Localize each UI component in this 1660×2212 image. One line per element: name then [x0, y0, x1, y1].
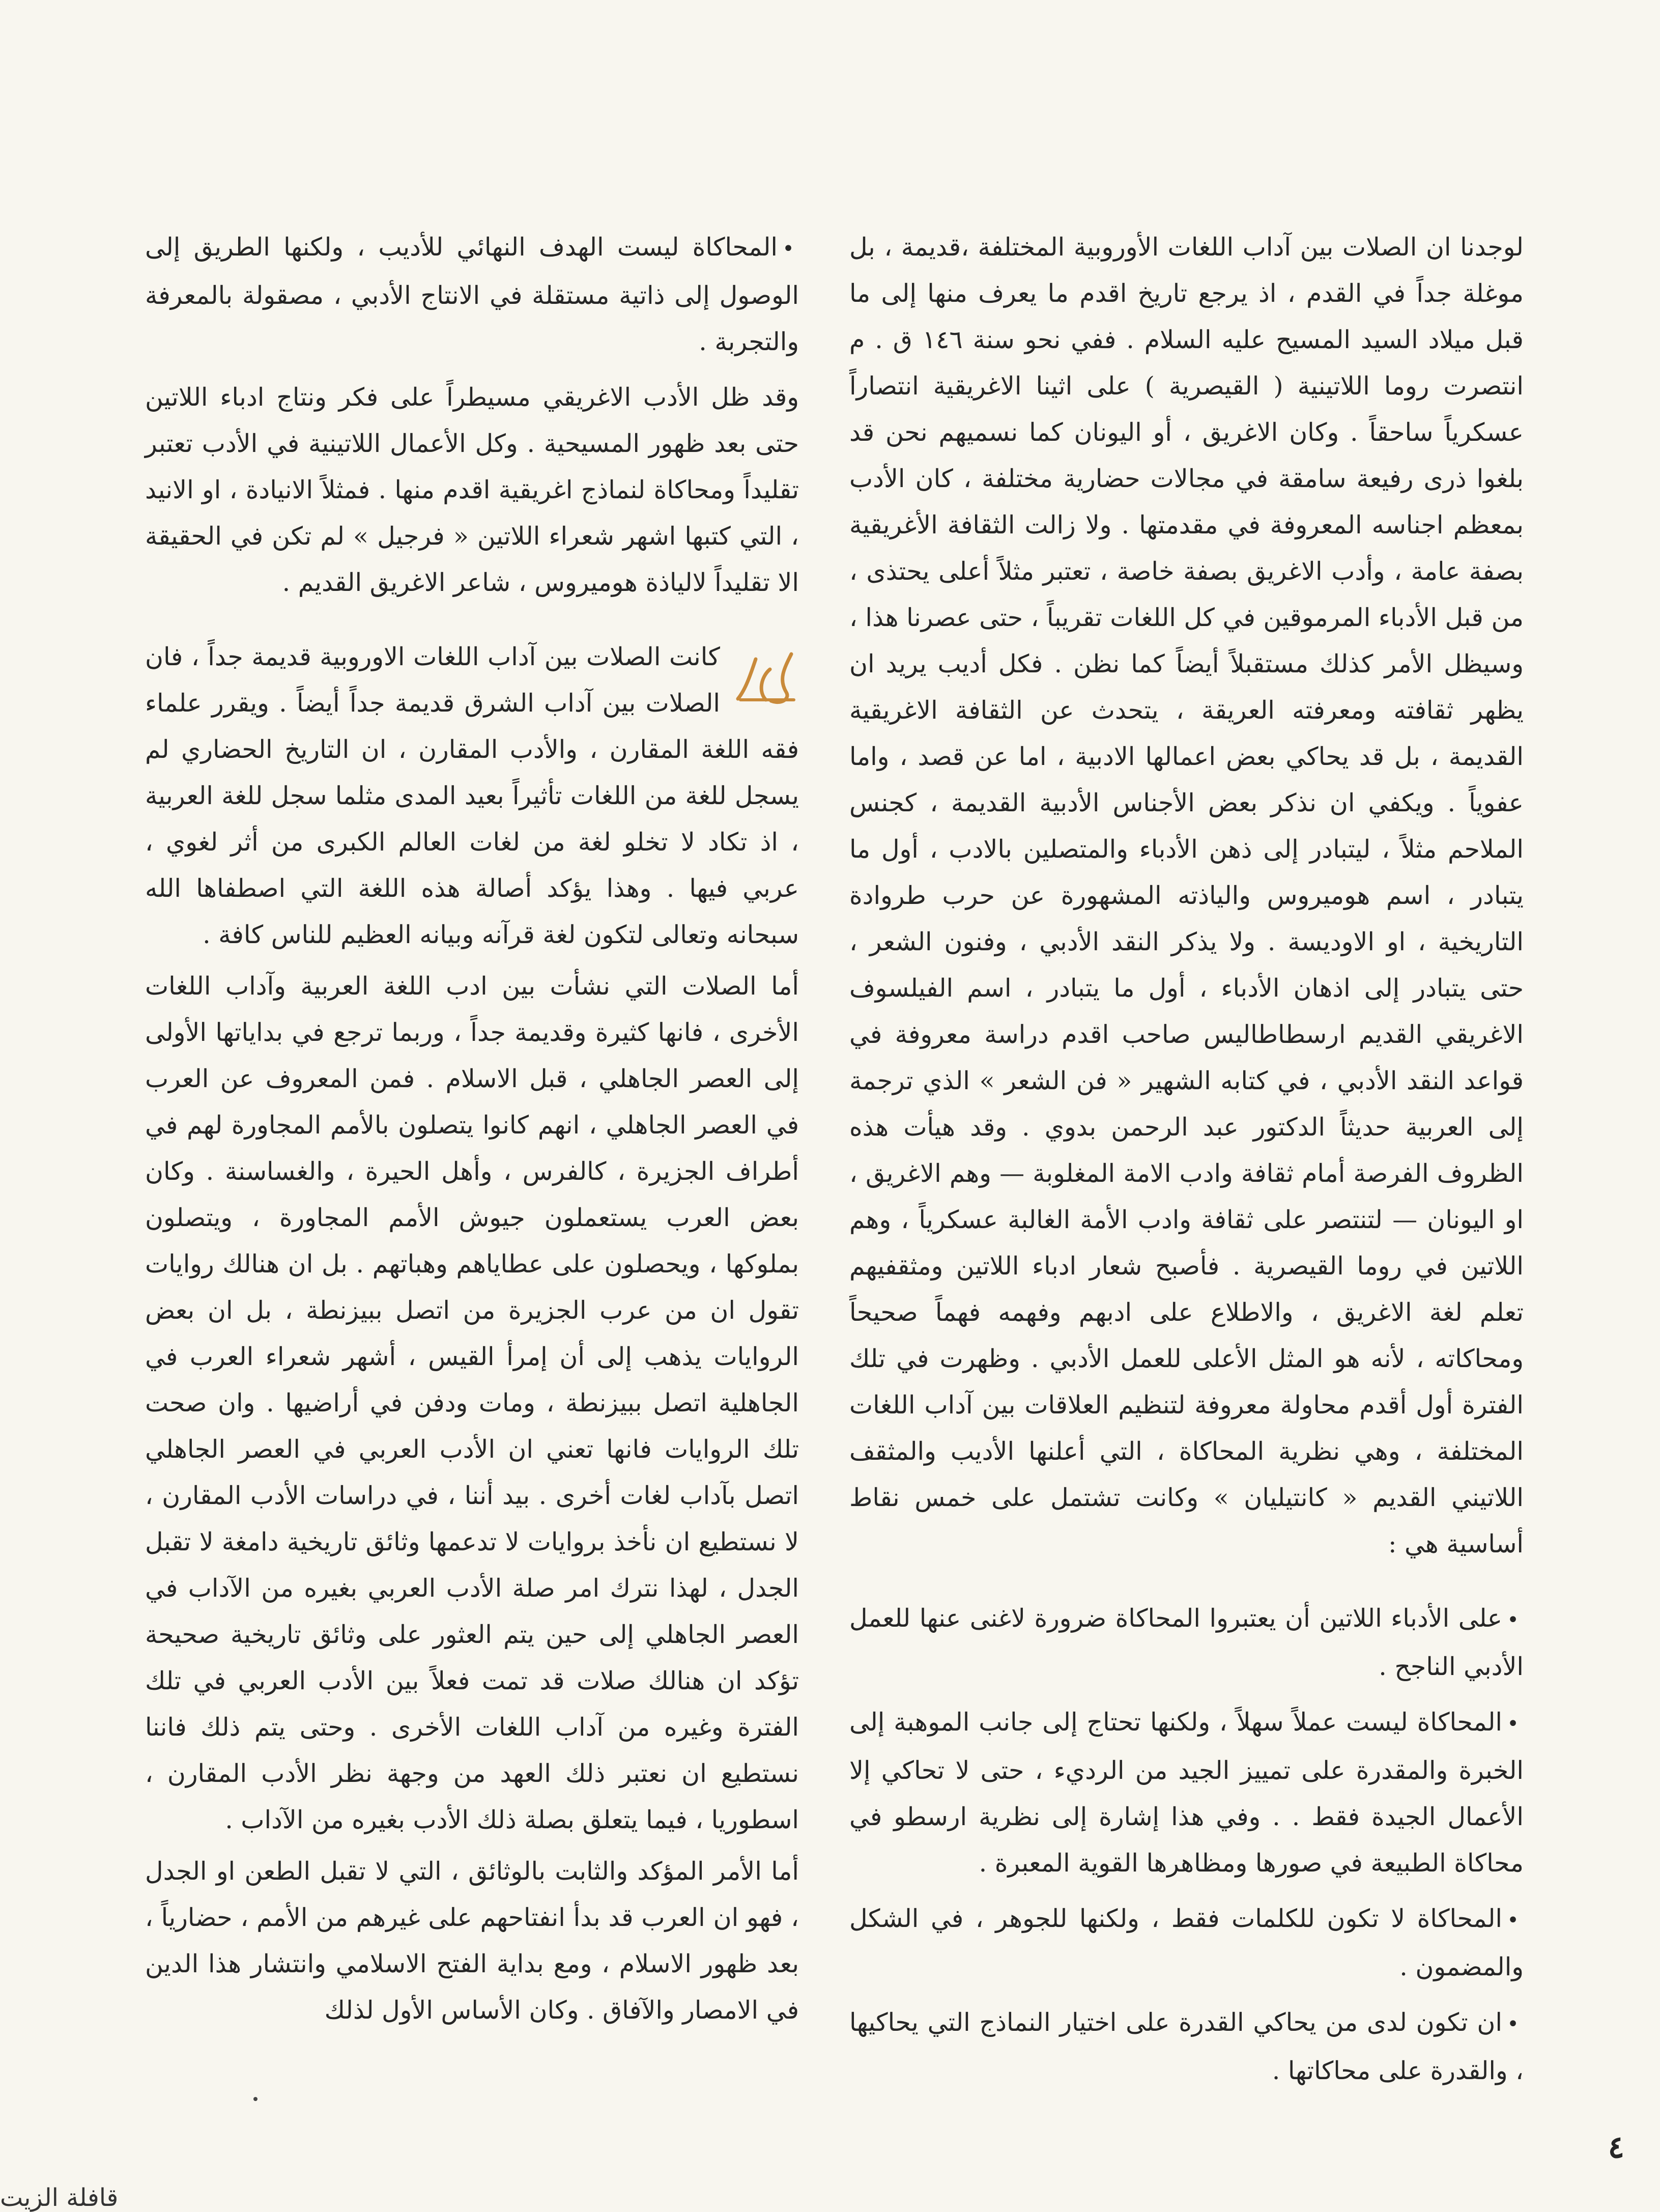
right-bullet-1 — [849, 1595, 1524, 1690]
right-bullet-3 — [849, 1895, 1524, 1990]
bullet-dot-icon: • — [1507, 2012, 1519, 2036]
right-bullet-3-text: المحاكاة لا تكون للكلمات فقط ، ولكنها للجوهر ، في الشكل والمضمون . — [849, 1904, 1524, 1981]
right-bullet-4-text: ان تكون لدى من يحاكي القدرة على اختيار النماذج التي يحاكيها ، والقدرة على محاكاتها . — [849, 2008, 1524, 2085]
left-para-lead — [145, 634, 799, 958]
stray-dot — [253, 2097, 257, 2101]
right-bullet-4 — [849, 1999, 1524, 2094]
left-para-1: وقد ظل الأدب الاغريقي مسيطراً على فكر ونتاج ادباء اللاتين حتى بعد ظهور المسيحية . وكل الأعمال اللاتينية في الأدب تعتبر تقليداً ومحاكاة لنماذج اغريقية اقدم منها . فمثلاً الانيادة ، او الانيد ، التي كتبها اشهر شعراء اللاتين « فرجيل » لم تكن في الحقيقة الا تقليداً لالياذة هوميروس ، شاعر الاغريق القديم . — [145, 383, 799, 597]
left-bullet-1 — [145, 224, 799, 365]
bullet-dot-icon: • — [782, 237, 794, 261]
right-bullet-1-text: على الأدباء اللاتين أن يعتبروا المحاكاة ضرورة لاغنى عنها للعمل الأدبي الناجح . — [849, 1604, 1524, 1681]
magazine-name: قافلة الزيت — [0, 2183, 119, 2212]
calligraphic-lead-icon — [730, 639, 799, 715]
drop-cap-word — [730, 639, 799, 715]
bullet-dot-icon: • — [1507, 1909, 1519, 1932]
bullet-dot-icon: • — [1507, 1712, 1519, 1736]
page-number: ٤ — [1608, 2130, 1624, 2165]
left-para-3: أما الأمر المؤكد والثابت بالوثائق ، التي لا تقبل الطعن او الجدل ، فهو ان العرب قد بدأ انفتاحهم على غيرهم من الأمم ، حضارياً ، بعد ظهور الاسلام ، ومع بداية الفتح الاسلامي وانتشار هذا الدين في الامصار والآفاق . وكان الأساس الأول لذلك — [145, 1857, 799, 2025]
left-lead-text: كانت الصلات بين آداب اللغات الاوروبية قديمة جداً ، فان الصلات بين آداب الشرق قديمة جداً أيضاً . ويقرر علماء فقه اللغة المقارن ، والأدب المقارن ، ان التاريخ الحضاري لم يسجل للغة من اللغات تأثيراً بعيد المدى مثلما سجل للغة العربية ، اذ تكاد لا تخلو لغة من لغات العالم الكبرى من أثر لغوي ، عربي فيها . وهذا يؤكد أصالة هذه اللغة التي اصطفاها الله سبحانه وتعالى لتكون لغة قرآنه وبيانه العظيم للناس كافة . — [145, 642, 799, 949]
right-para-1: لوجدنا ان الصلات بين آداب اللغات الأوروبية المختلفة ،قديمة ، بل موغلة جداً في القدم ، اذ يرجع تاريخ اقدم ما يعرف منها إلى ما قبل ميلاد السيد المسيح عليه السلام . ففي نحو سنة ١٤٦ ق . م انتصرت روما اللاتينية ( القيصرية ) على اثينا الاغريقية انتصاراً عسكرياً ساحقاً . وكان الاغريق ، أو اليونان كما نسميهم نحن قد بلغوا ذرى رفيعة سامقة في مجالات حضارية مختلفة ، كان الأدب بمعظم اجناسه المعروفة في مقدمتها . ولا زالت الثقافة الأغريقية بصفة عامة ، وأدب الاغريق بصفة خاصة ، تعتبر مثلاً أعلى يحتذى ، من قبل الأدباء المرموقين في كل اللغات تقريباً ، حتى عصرنا هذا ، وسيظل الأمر كذلك مستقبلاً أيضاً كما نظن . فكل أديب يريد ان يظهر ثقافته ومعرفته العريقة ، يتحدث عن الثقافة الاغريقية القديمة ، بل قد يحاكي بعض اعمالها الادبية ، اما عن قصد ، واما عفوياً . ويكفي ان نذكر بعض الأجناس الأدبية القديمة ، كجنس الملاحم مثلاً ، ليتبادر إلى ذهن الأدباء والمتصلين بالادب ، أول ما يتبادر ، اسم هوميروس والياذته المشهورة عن حرب طروادة التاريخية ، او الاوديسة . ولا يذكر النقد الأدبي ، وفنون الشعر ، حتى يتبادر إلى اذهان الأدباء ، أول ما يتبادر ، اسم الفيلسوف الاغريقي القديم ارسطاطاليس صاحب اقدم دراسة معروفة في قواعد النقد الأدبي ، في كتابه الشهير « فن الشعر » الذي ترجمة إلى العربية حديثاً الدكتور عبد الرحمن بدوي . وقد هيأت هذه الظروف الفرصة أمام ثقافة وادب الامة المغلوبة — وهم الاغريق ، او اليونان — لتنتصر على ثقافة وادب الأمة الغالبة عسكرياً ، وهم اللاتين في روما القيصرية . فأصبح شعار ادباء اللاتين ومثقفيهم تعلم لغة الاغريق ، والاطلاع على ادبهم وفهمه فهماً صحيحاً ومحاكاته ، لأنه هو المثل الأعلى للعمل الأدبي . وظهرت في تلك الفترة أول أقدم محاولة معروفة لتنظيم العلاقات بين آداب اللغات المختلفة ، وهي نظرية المحاكاة ، التي أعلنها الأديب والمثقف اللاتيني القديم « كانتيليان » وكانت تشتمل على خمس نقاط أساسية هي : — [849, 233, 1524, 1558]
left-para-2: أما الصلات التي نشأت بين ادب اللغة العربية وآداب اللغات الأخرى ، فانها كثيرة وقديمة جداً ، وربما ترجع في بداياتها الأولى إلى العصر الجاهلي ، قبل الاسلام . فمن المعروف عن العرب في العصر الجاهلي ، انهم كانوا يتصلون بالأمم المجاورة لهم في أطراف الجزيرة ، كالفرس ، وأهل الحيرة ، والغساسنة . وكان بعض العرب يستعملون جيوش الأمم المجاورة ، ويتصلون بملوكها ، ويحصلون على عطاياهم وهباتهم . بل ان هنالك روايات تقول ان من عرب الجزيرة من اتصل ببيزنطة ، بل ان بعض الروايات يذهب إلى أن إمرأ القيس ، أشهر شعراء العرب في الجاهلية اتصل ببيزنطة ، ومات ودفن في أراضيها . وان صحت تلك الروايات فانها تعني ان الأدب العربي في العصر الجاهلي اتصل بآداب لغات أخرى . بيد أننا ، في دراسات الأدب المقارن ، لا نستطيع ان نأخذ بروايات لا تدعمها وثائق تاريخية دامغة لا تقبل الجدل ، لهذا نترك امر صلة الأدب العربي بغيره من الآداب في العصر الجاهلي إلى حين يتم العثور على وثائق تاريخية صحيحة تؤكد ان هنالك صلات قد تمت فعلاً بين الأدب العربي في تلك الفترة وغيره من آداب اللغات الأخرى . وحتى يتم ذلك فاننا نستطيع ان نعتبر ذلك العهد من وجهة نظر الأدب المقارن ، اسطوريا ، فيما يتعلق بصلة ذلك الأدب بغيره من الآداب . — [145, 972, 799, 1834]
bullet-dot-icon: • — [1507, 1608, 1519, 1632]
left-bullet-1-text: المحاكاة ليست الهدف النهائي للأديب ، ولكنها الطريق إلى الوصول إلى ذاتية مستقلة في الانتاج الأدبي ، مصقولة بالمعرفة والتجربة . — [145, 233, 799, 356]
right-bullet-2 — [849, 1699, 1524, 1886]
right-bullet-2-text: المحاكاة ليست عملاً سهلاً ، ولكنها تحتاج إلى جانب الموهبة إلى الخبرة والمقدرة على تمييز الجيد من الرديء ، حتى لا تحاكي إلا الأعمال الجيدة فقط . . وفي هذا إشارة إلى نظرية ارسطو في محاكاة الطبيعة في صورها ومظاهرها القوية المعبرة . — [849, 1708, 1524, 1878]
right-column — [849, 224, 1524, 2103]
left-column — [145, 224, 799, 2038]
